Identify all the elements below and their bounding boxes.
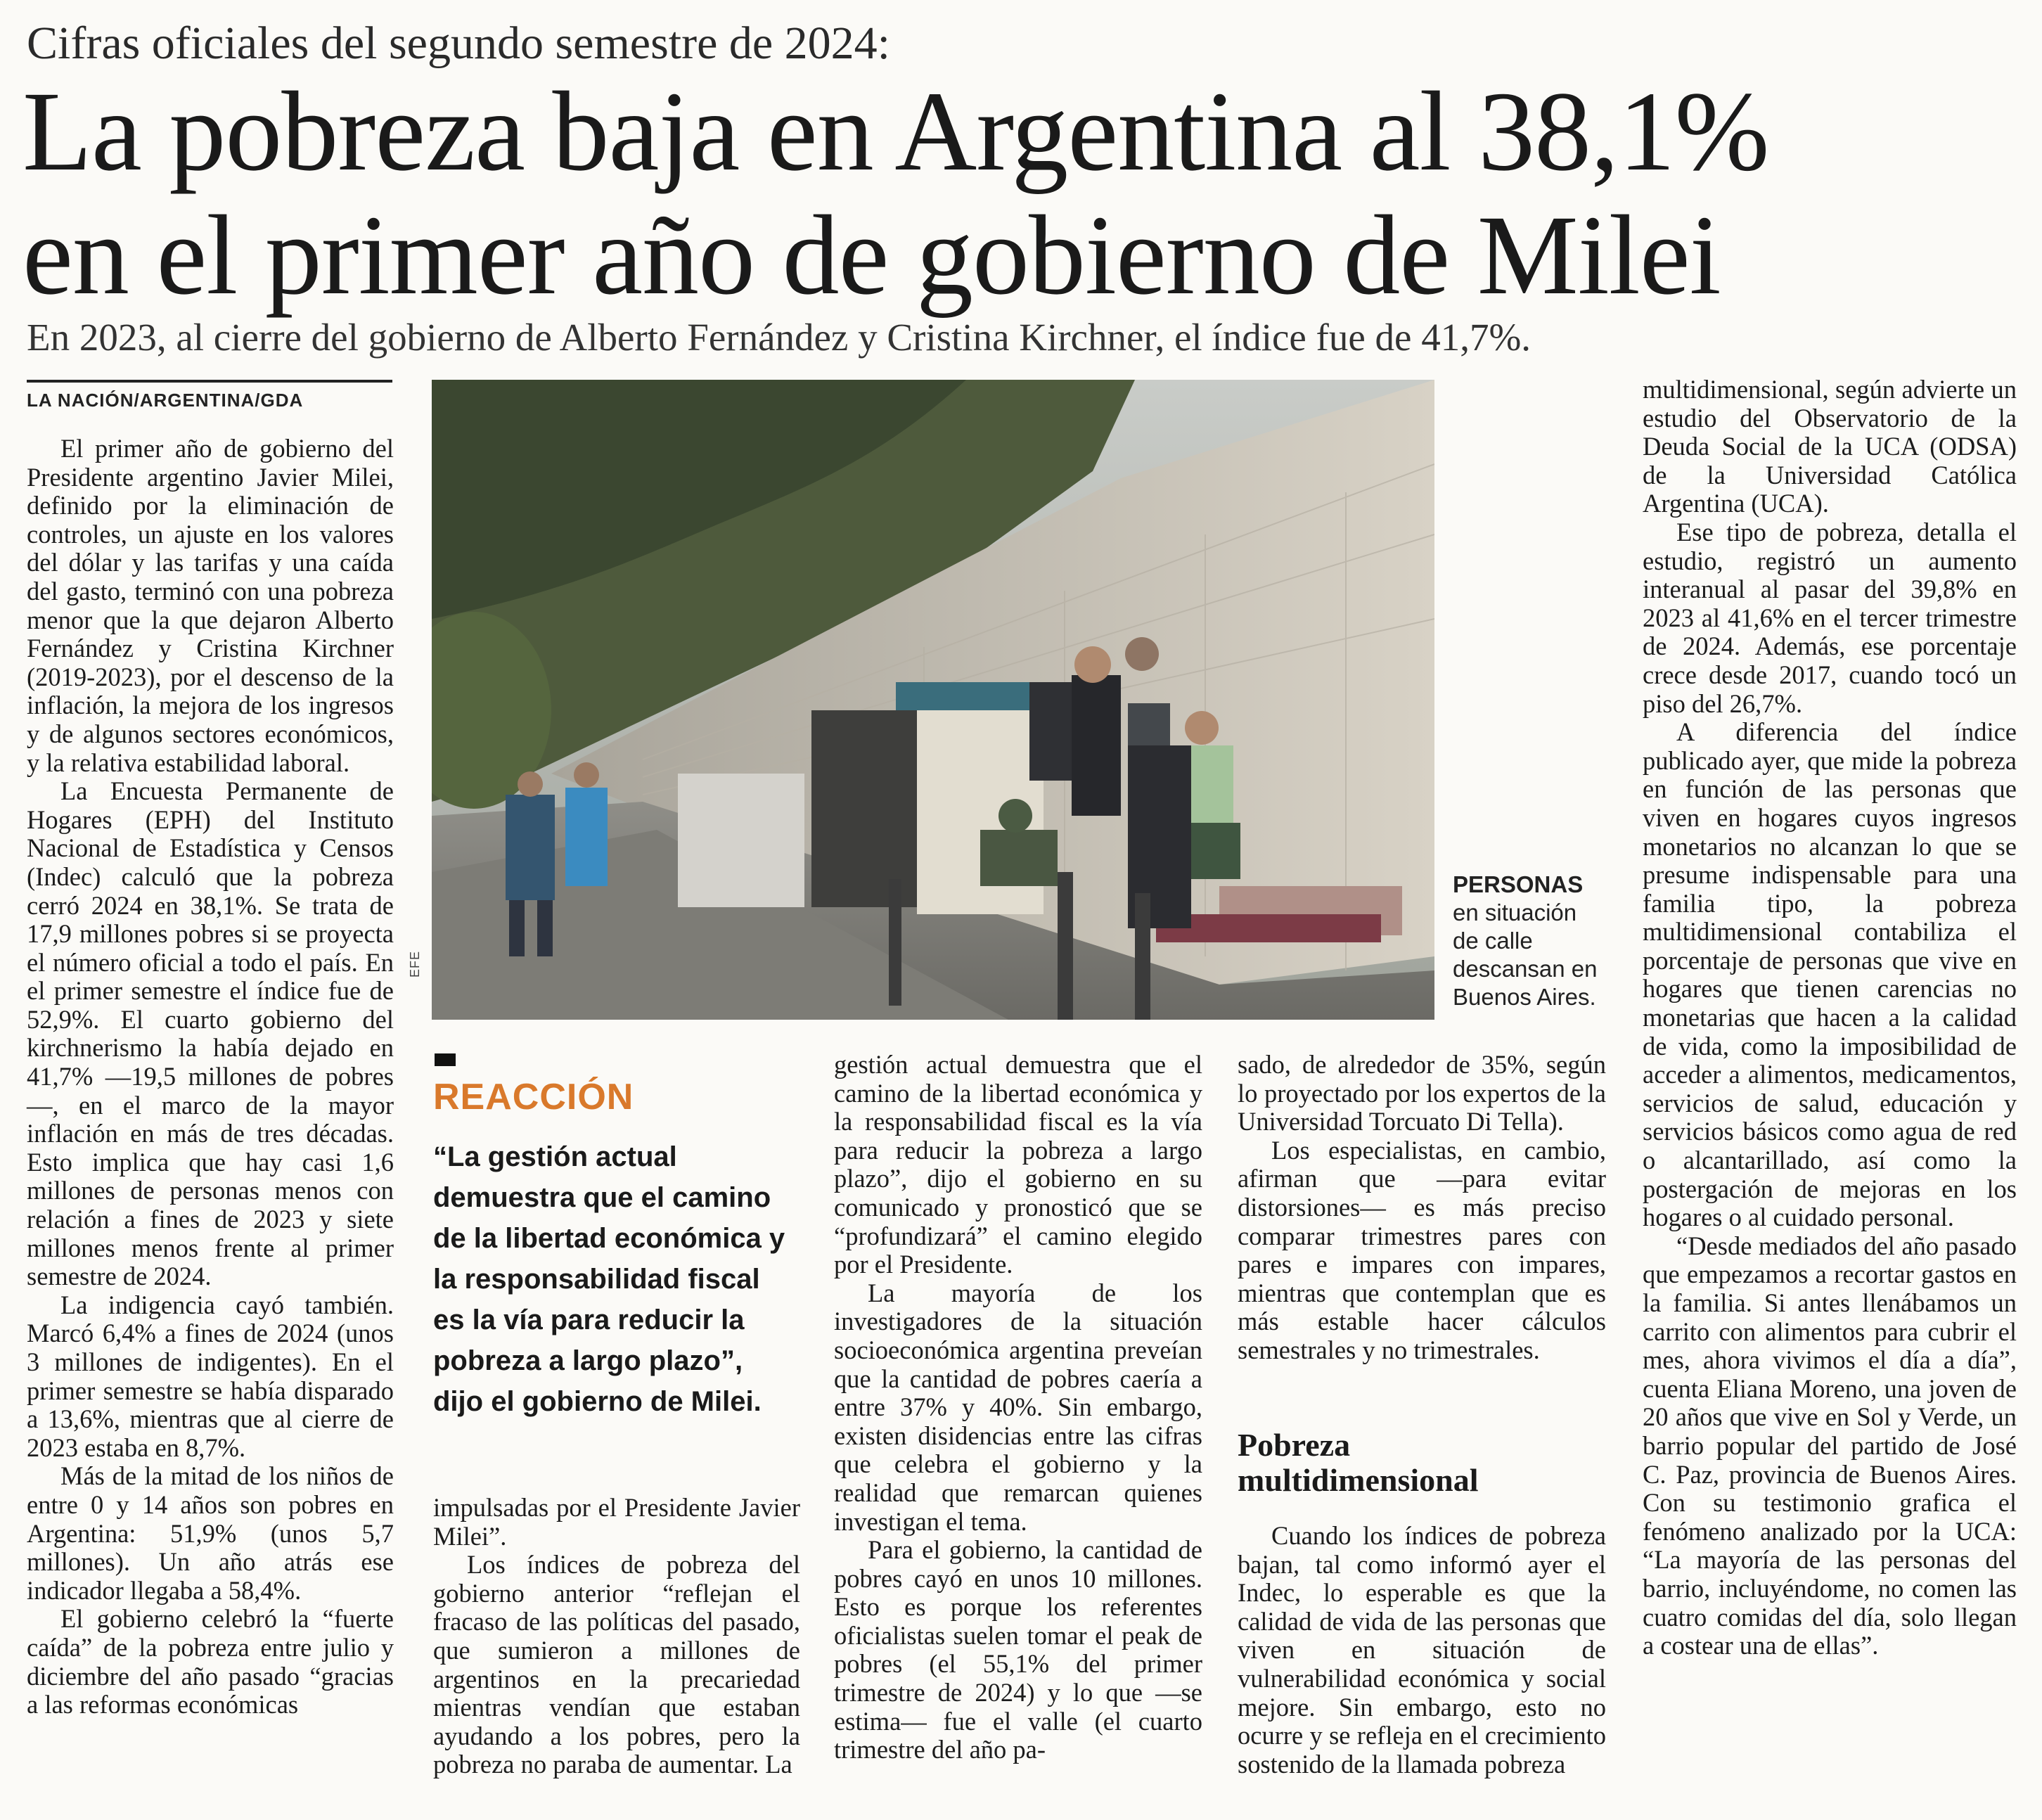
deck: En 2023, al cierre del gobierno de Alberto Fernández y Cristina Kirchner, el índice fue de 41,7%. — [27, 316, 1532, 359]
col3-paragraph: gestión actual demuestra que el camino de la libertad económica y la responsabilidad fiscal es la vía para reducir la pobreza a largo plazo”, dijo el gobierno en su comunicado y pronosticó que se “profundizará” el camino elegido por el Presidente. — [834, 1050, 1202, 1279]
kicker: Cifras oficiales del segundo semestre de 2024: — [27, 18, 890, 69]
col1-paragraph: La indigencia cayó también. Marcó 6,4% a fines de 2024 (unos 3 millones de indigentes). En el primer semestre se había disparado a 13,6%, mientras que al cierre de 2023 estaba en 8,7%. — [27, 1290, 394, 1462]
column-4-bottom — [1238, 1522, 1606, 1779]
caption-text: en situación de calle descansan en Buenos Aires. — [1453, 899, 1598, 1010]
col5-paragraph: multidimensional, según advierte un estudio del Observatorio de la Deuda Social de la UCA (ODSA) de la Universidad Católica Argentina (UCA). — [1643, 375, 2017, 518]
col1-paragraph: El gobierno celebró la “fuerte caída” de la pobreza entre julio y diciembre del año pasado “gracias a las reformas económicas — [27, 1604, 394, 1719]
col1-paragraph: Más de la mitad de los niños de entre 0 y 14 años son pobres en Argentina: 51,9% (unos 5,7 millones). Un año atrás ese indicador llegaba a 58,4%. — [27, 1461, 394, 1605]
news-photo — [432, 380, 1434, 1020]
headline-line-2: en el primer año de gobierno de Milei — [23, 193, 1721, 319]
column-4-top — [1238, 1051, 1606, 1365]
section-subhead — [1238, 1428, 1479, 1498]
col5-paragraph: Ese tipo de pobreza, detalla el estudio, registró un aumento interanual al pasar del 39,8% en 2023 al 41,6% en el tercer trimestre de 2024. Además, ese porcentaje crece desde 2017, cuando tocó un piso del 26,7%. — [1643, 517, 2017, 718]
street-scene-image — [432, 380, 1434, 1020]
col5-paragraph: A diferencia del índice publicado ayer, que mide la pobreza en función de las personas que viven en hogares cuyos ingresos monetarios no alcanzan lo que se presume indispensable para una familia tipo, la pobreza multidimensional contabiliza el porcentaje de personas que vive en hogares que tienen carencias no monetarias que hacen a la calidad de vida, como la imposibilidad de acceder a alimentos, medicamentos, servicios de salud, educación y servicios básicos como agua de red o alcantarillado, así como la postergación de mejoras en los hogares o al cuidado personal. — [1643, 717, 2017, 1232]
photo-caption — [1453, 871, 1607, 1011]
col4-paragraph: Cuando los índices de pobreza bajan, tal como informó ayer el Indec, lo esperable es que la calidad de vida de las personas que viven en situación de vulnerabilidad económica y social mejore. Sin embargo, esto no ocurre y se refleja en el crecimiento sostenido de la llamada pobreza — [1238, 1521, 1606, 1779]
col4-paragraph: Los especialistas, en cambio, afirman que —para evitar distorsiones— es más preciso comparar trimestres pares con pares e impares con impares, mientras que contemplan que es más estable hacer cálculos semestrales y no trimestrales. — [1238, 1135, 1606, 1364]
subhead-line-1: Pobreza — [1238, 1427, 1351, 1463]
column-1 — [27, 435, 394, 1719]
byline: LA NACIÓN/ARGENTINA/GDA — [27, 380, 392, 411]
column-2 — [433, 1494, 800, 1779]
callout-marker — [435, 1053, 456, 1066]
col5-paragraph: “Desde mediados del año pasado que empezamos a recortar gastos en la familia. Si antes llenábamos un carrito con alimentos para cubrir el mes, ahora vivimos el día a día”, cuenta Eliana Moreno, una joven de 20 años que vive en Sol y Verde, un barrio popular del partido de José C. Paz, provincia de Buenos Aires. Con su testimonio grafica el fenómeno analizado por la UCA: “La mayoría de las personas del barrio, incluyéndome, no comen las cuatro comidas del día, solo llegan a costear una de ellas”. — [1643, 1231, 2017, 1660]
column-3 — [834, 1051, 1202, 1764]
col2-paragraph: Los índices de pobreza del gobierno anterior “reflejan el fracaso de las políticas del pasado, que sumieron a millones de argentinos en la precariedad mientras vendían que estaban ayudando a los pobres, pero la pobreza no paraba de aumentar. La — [433, 1550, 800, 1779]
col1-paragraph: El primer año de gobierno del Presidente argentino Javier Milei, definido por la eliminación de controles, un ajuste en los valores del dólar y las tarifas y una caída del gasto, terminó con una pobreza menor que la que dejaron Alberto Fernández y Cristina Kirchner (2019-2023), por el descenso de la inflación, la mejora de los ingresos y de algunos sectores económicos, y la relativa estabilidad laboral. — [27, 434, 394, 777]
callout-quote: “La gestión actual demuestra que el camino de la libertad económica y la responsabilidad fiscal es la vía para reducir la pobreza a largo plazo”, dijo el gobierno de Milei. — [433, 1141, 785, 1417]
col1-paragraph: La Encuesta Permanente de Hogares (EPH) del Instituto Nacional de Estadística y Censos (Indec) calculó que la pobreza cerró 2024 en 38,1%. Se trata de 17,9 millones pobres si se proyecta el número oficial a todo el país. En el primer semestre el índice fue de 52,9%. El cuarto gobierno del kirchnerismo la había dejado en 41,7% —19,5 millones de pobres—, en el marco de la mayor inflación en más de tres décadas. Esto implica que hay casi 1,6 millones de personas menos con relación a fines de 2023 y siete millones menos frente al primer semestre de 2024. — [27, 776, 394, 1291]
headline — [23, 70, 1769, 318]
col3-paragraph: Para el gobierno, la cantidad de pobres cayó en unos 10 millones. Esto es porque los referentes oficialistas suelen tomar el peak de pobres (el 55,1% del primer trimestre de 2024) y lo que —se estima— fue el valle (el cuarto trimestre del año pa- — [834, 1535, 1202, 1764]
caption-bold: PERSONAS — [1453, 871, 1584, 897]
col3-paragraph: La mayoría de los investigadores de la situación socioeconómica argentina preveían que la cantidad de pobres caería a entre 37% y 40%. Sin embargo, existen disidencias entre las cifras que celebra el gobierno y la realidad que remarcan quienes investigan el tema. — [834, 1278, 1202, 1536]
column-5 — [1643, 376, 2017, 1660]
subhead-line-2: multidimensional — [1238, 1462, 1479, 1498]
photo-credit: EFE — [408, 950, 422, 978]
col2-paragraph: impulsadas por el Presidente Javier Milei”. — [433, 1493, 800, 1551]
callout-label: REACCIÓN — [433, 1077, 634, 1117]
headline-line-1: La pobreza baja en Argentina al 38,1% — [23, 69, 1769, 195]
col4-paragraph: sado, de alrededor de 35%, según lo proyectado por los expertos de la Universidad Torcuato Di Tella). — [1238, 1050, 1606, 1136]
